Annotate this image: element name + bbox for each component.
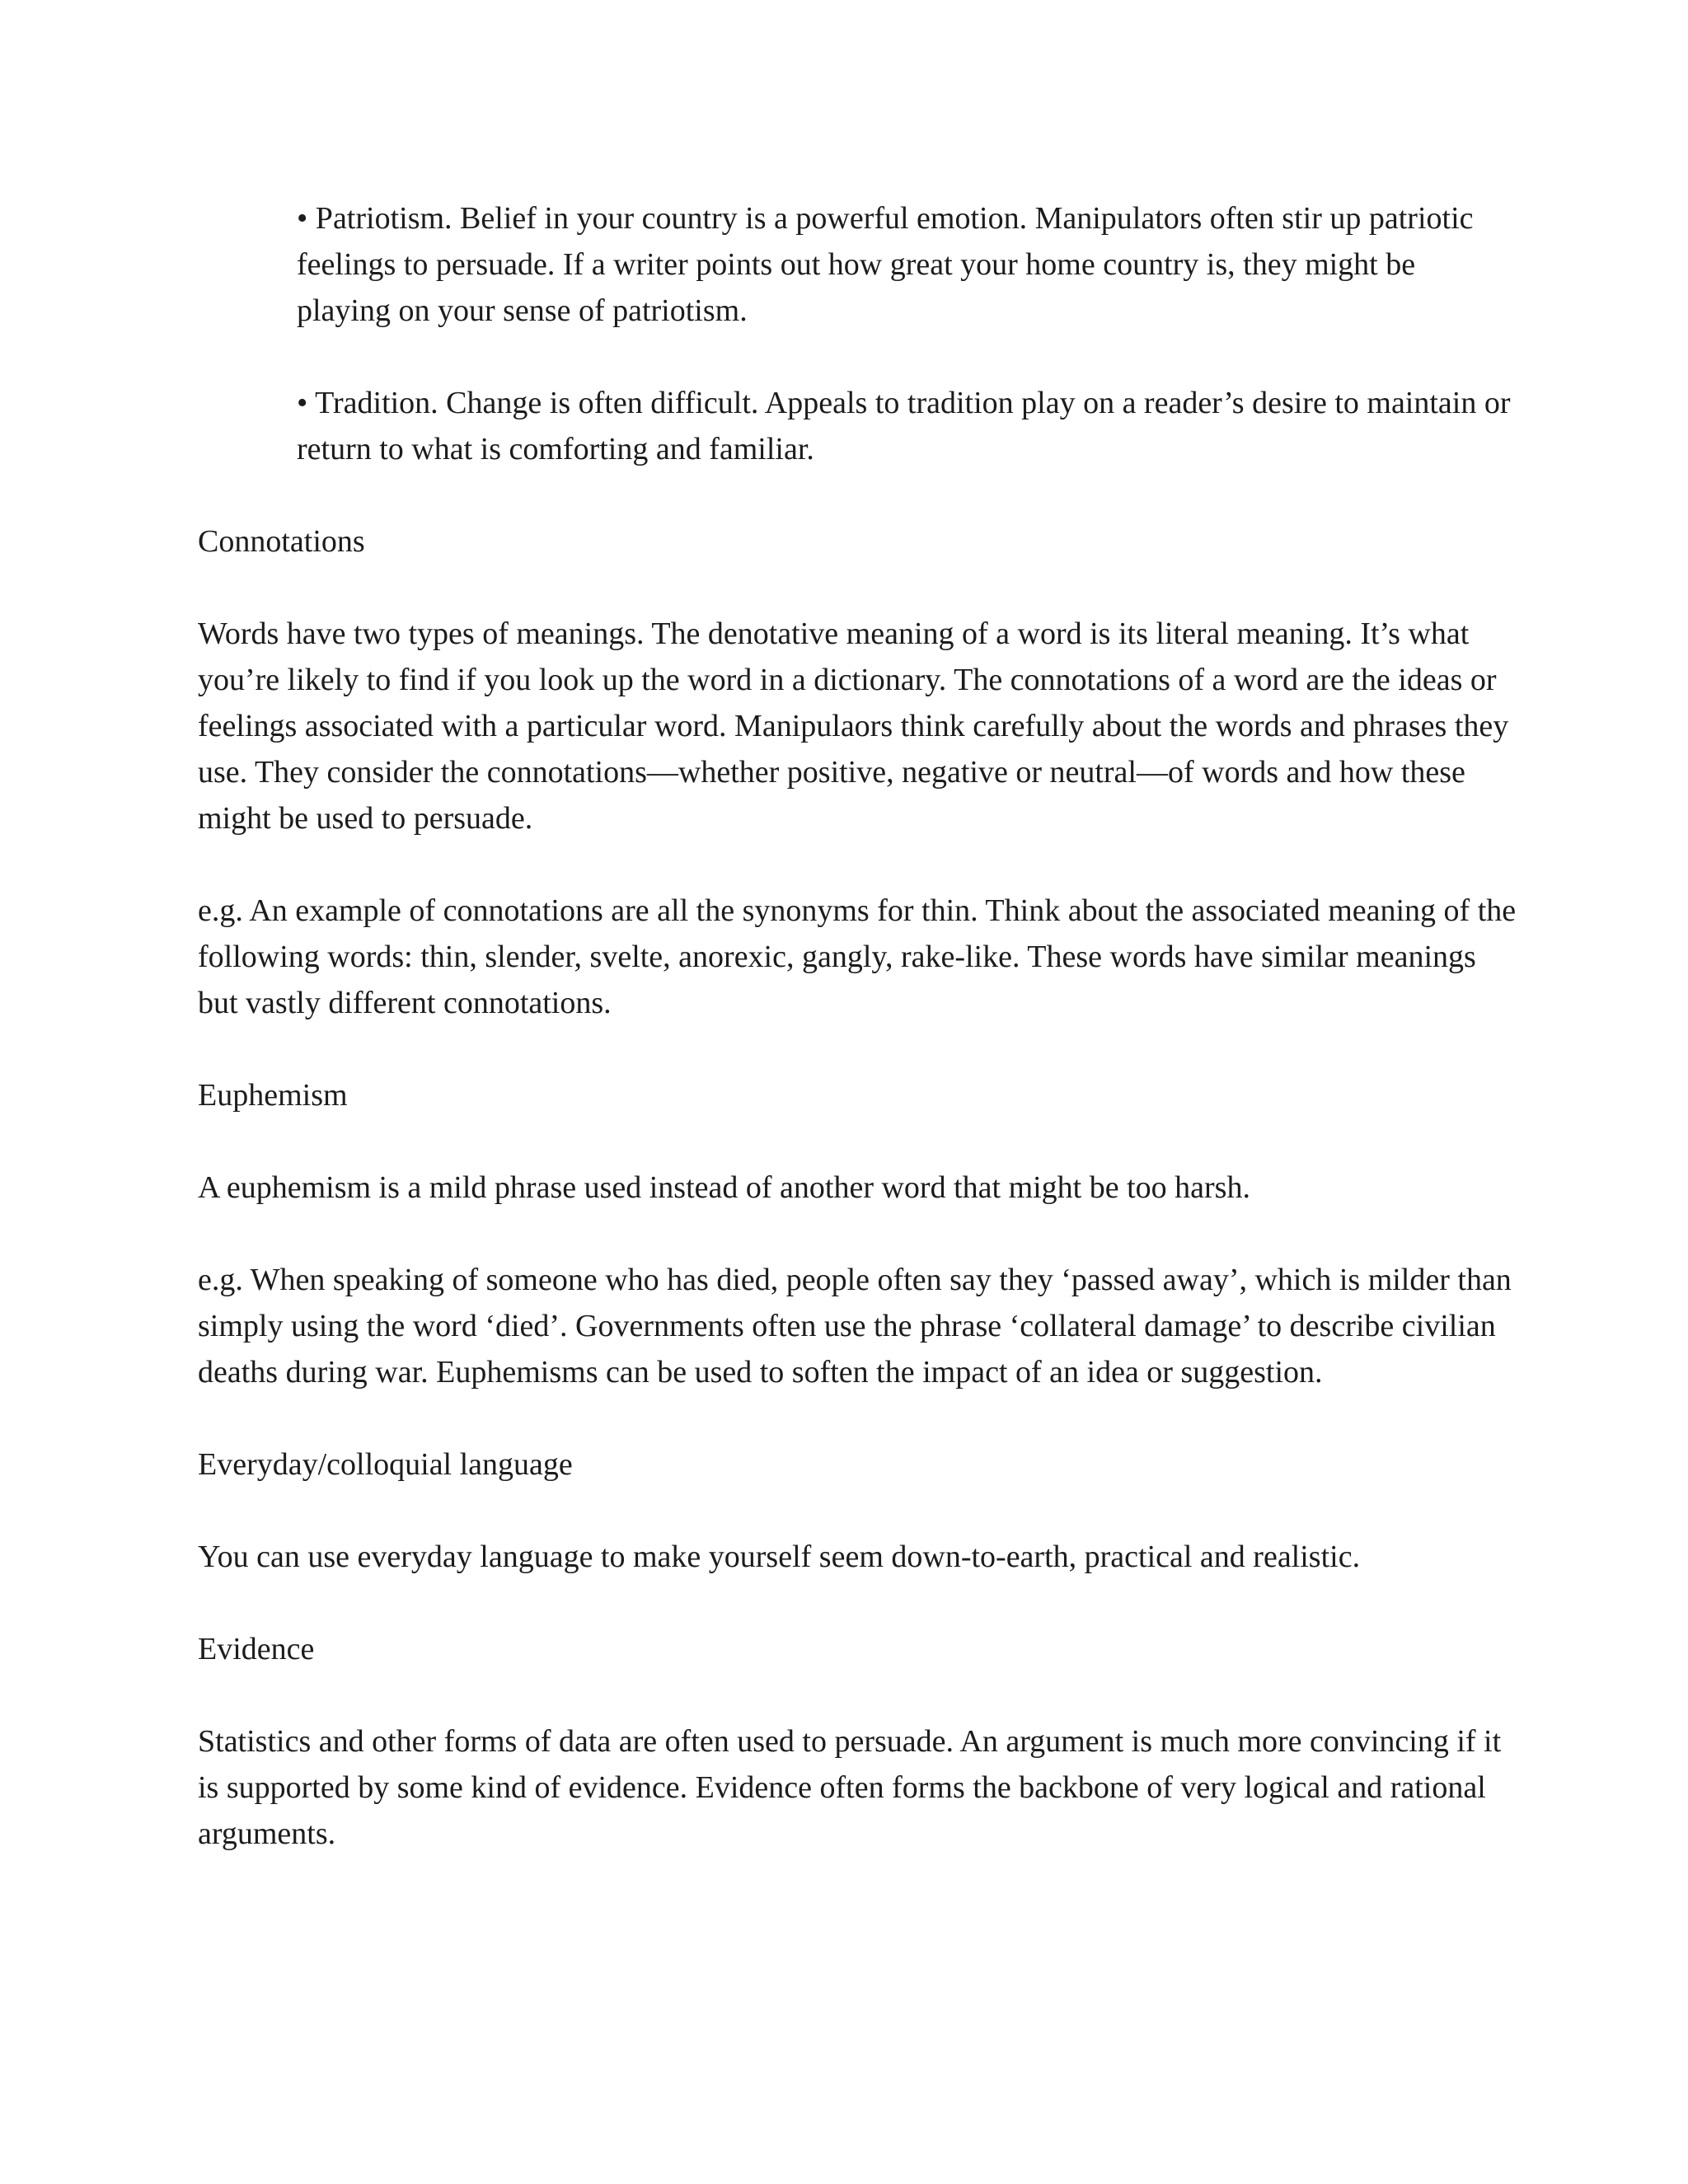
section-heading-evidence: Evidence (198, 1632, 315, 1666)
document-body (198, 195, 1517, 1857)
section-heading-connotations: Connotations (198, 524, 365, 559)
section-heading-everyday-language: Everyday/colloquial language (198, 1447, 573, 1482)
paragraph-euphemism-example: e.g. When speaking of someone who has died, people often say they ‘passed away’, which is milder than simply using the word ‘died’. Governments often use the phrase ‘collateral damage’ to describe civilian deaths during war. Euphemisms can be used to soften the impact of an idea or suggestion. (198, 1263, 1512, 1390)
paragraph-everyday-language: You can use everyday language to make yourself seem down-to-earth, practical and realistic. (198, 1540, 1361, 1574)
paragraph-connotations-example: e.g. An example of connotations are all the synonyms for thin. Think about the associated meaning of the following words: thin, slender, svelte, anorexic, gangly, rake-like. These words have similar meanings but vastly different connotations. (198, 893, 1517, 1020)
paragraph-evidence: Statistics and other forms of data are often used to persuade. An argument is much more convincing if it is supported by some kind of evidence. Evidence often forms the backbone of very logical and rational arguments. (198, 1724, 1502, 1851)
paragraph-connotations-definition: Words have two types of meanings. The denotative meaning of a word is its literal meaning. It’s what you’re likely to find if you look up the word in a dictionary. The connotations of a word are the ideas or feelings associated with a particular word. Manipulaors think carefully about the words and phrases they use. They consider the connotations—whether positive, negative or neutral—of words and how these might be used to persuade. (198, 616, 1509, 836)
bullet-item-patriotism: • Patriotism. Belief in your country is a powerful emotion. Manipulators often stir up patriotic feelings to persuade. If a writer points out how great your home country is, they might be playing on your sense of patriotism. (297, 201, 1474, 328)
paragraph-euphemism-definition: A euphemism is a mild phrase used instead of another word that might be too harsh. (198, 1170, 1250, 1205)
section-heading-euphemism: Euphemism (198, 1078, 348, 1113)
bullet-item-tradition: • Tradition. Change is often difficult. Appeals to tradition play on a reader’s desire to maintain or return to what is comforting and familiar. (297, 386, 1511, 466)
